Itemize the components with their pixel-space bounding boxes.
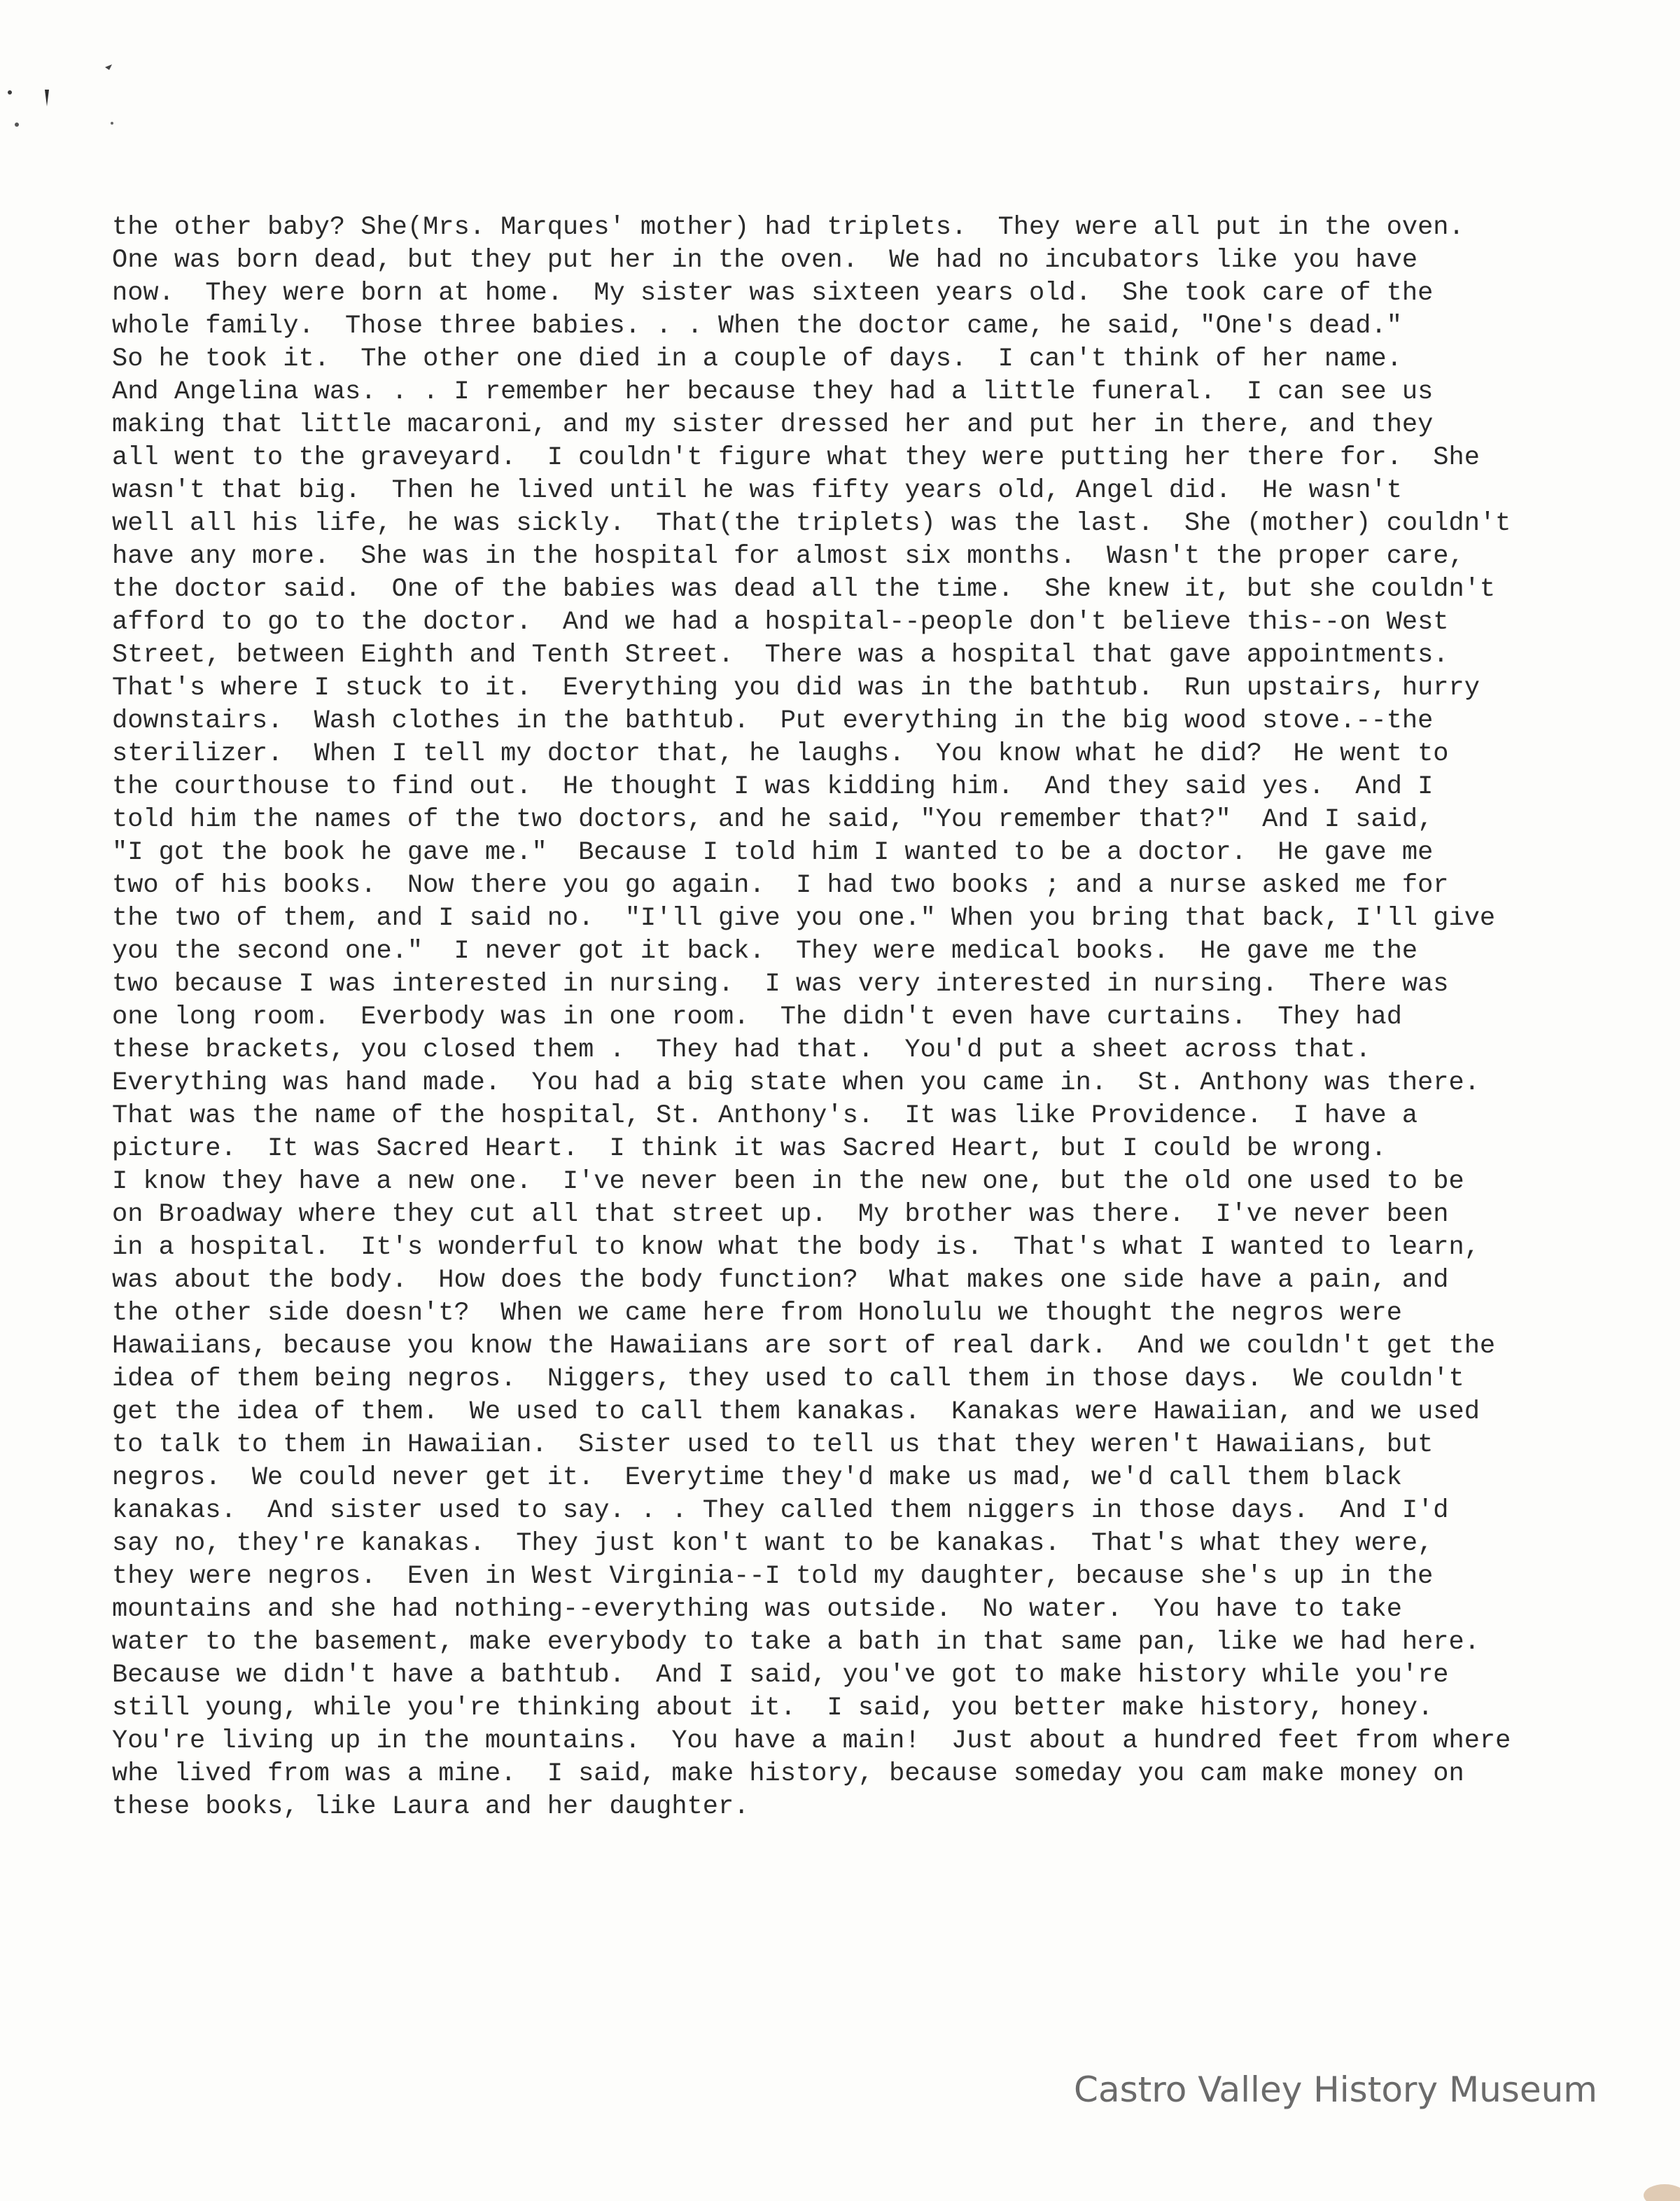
text-line: all went to the graveyard. I couldn't figure what they were putting her there for. She [112,443,1480,473]
text-line: Street, between Eighth and Tenth Street. There was a hospital that gave appointments. [112,641,1449,670]
text-line: downstairs. Wash clothes in the bathtub. Put everything in the big wood stove.--the [112,706,1434,736]
speck [45,90,49,106]
text-line: to talk to them in Hawaiian. Sister used to tell us that they weren't Hawaiians, but [112,1430,1434,1460]
text-line: well all his life, he was sickly. That(the triplets) was the last. She (mother) couldn't [112,509,1511,538]
text-line: And Angelina was. . . I remember her because they had a little funeral. I can see us [112,377,1434,407]
text-line: whe lived from was a mine. I said, make history, because someday you cam make money on [112,1759,1464,1789]
text-line: Everything was hand made. You had a big state when you came in. St. Anthony was there. [112,1068,1480,1098]
text-line: whole family. Those three babies. . . When the doctor came, he said, "One's dead." [112,312,1402,341]
text-line: I know they have a new one. I've never been in the new one, but the old one used to be [112,1167,1464,1196]
speck [105,64,112,70]
text-line: two of his books. Now there you go again. I had two books ; and a nurse asked me for [112,871,1449,900]
text-line: in a hospital. It's wonderful to know what the body is. That's what I wanted to learn, [112,1233,1480,1262]
speck [15,123,19,127]
text-line: say no, they're kanakas. They just kon't want to be kanakas. That's what they were, [112,1529,1434,1558]
text-line: Hawaiians, because you know the Hawaiians are sort of real dark. And we couldn't get the [112,1332,1496,1361]
text-line: One was born dead, but they put her in the oven. We had no incubators like you have [112,246,1418,275]
speck [8,90,12,95]
text-line: two because I was interested in nursing. I was very interested in nursing. There was [112,970,1449,999]
text-line: the two of them, and I said no. "I'll give you one." When you bring that back, I'll give [112,904,1496,933]
text-line: negros. We could never get it. Everytime they'd make us mad, we'd call them black [112,1463,1402,1493]
text-line: the other baby? She(Mrs. Marques' mother) had triplets. They were all put in the oven. [112,213,1464,242]
typescript-body [112,211,1652,1824]
text-line: the doctor said. One of the babies was dead all the time. She knew it, but she couldn't [112,575,1496,604]
text-line: kanakas. And sister used to say. . . They called them niggers in those days. And I'd [112,1496,1449,1525]
text-line: making that little macaroni, and my sister dressed her and put her in there, and they [112,410,1434,440]
text-line: these brackets, you closed them . They had that. You'd put a sheet across that. [112,1035,1371,1065]
text-line: picture. It was Sacred Heart. I think it was Sacred Heart, but I could be wrong. [112,1134,1387,1164]
text-line: was about the body. How does the body function? What makes one side have a pain, and [112,1266,1449,1295]
text-line: Because we didn't have a bathtub. And I said, you've got to make history while you're [112,1661,1449,1690]
text-line: the courthouse to find out. He thought I was kidding him. And they said yes. And I [112,772,1434,802]
text-line: So he took it. The other one died in a couple of days. I can't think of her name. [112,344,1402,374]
museum-watermark: Castro Valley History Museum [1074,2069,1597,2110]
text-line: told him the names of the two doctors, and he said, "You remember that?" And I said, [112,805,1434,834]
text-line: have any more. She was in the hospital for almost six months. Wasn't the proper care, [112,542,1464,571]
text-line: idea of them being negros. Niggers, they used to call them in those days. We couldn't [112,1364,1464,1394]
text-line: on Broadway where they cut all that street up. My brother was there. I've never been [112,1200,1449,1229]
text-line: still young, while you're thinking about it. I said, you better make history, honey. [112,1693,1434,1723]
text-line: afford to go to the doctor. And we had a hospital--people don't believe this--on West [112,608,1449,637]
text-line: wasn't that big. Then he lived until he was fifty years old, Angel did. He wasn't [112,476,1402,505]
text-line: That's where I stuck to it. Everything you did was in the bathtub. Run upstairs, hurry [112,673,1480,703]
text-line: water to the basement, make everybody to take a bath in that same pan, like we had here. [112,1628,1480,1657]
text-line: these books, like Laura and her daughter. [112,1792,750,1822]
text-line: You're living up in the mountains. You have a main! Just about a hundred feet from where [112,1726,1511,1756]
text-line: "I got the book he gave me." Because I told him I wanted to be a doctor. He gave me [112,838,1434,867]
speck [111,122,113,125]
paper-specks [0,0,168,154]
text-line: mountains and she had nothing--everything was outside. No water. You have to take [112,1595,1402,1624]
paper-stain [1603,2152,1680,2201]
text-line: one long room. Everbody was in one room. The didn't even have curtains. They had [112,1002,1402,1032]
text-line: sterilizer. When I tell my doctor that, he laughs. You know what he did? He went to [112,739,1449,769]
text-line: you the second one." I never got it back. They were medical books. He gave me the [112,937,1418,966]
text-line: get the idea of them. We used to call them kanakas. Kanakas were Hawaiian, and we used [112,1397,1480,1427]
text-line: That was the name of the hospital, St. Anthony's. It was like Providence. I have a [112,1101,1418,1131]
text-line: they were negros. Even in West Virginia--I told my daughter, because she's up in the [112,1562,1434,1591]
text-line: now. They were born at home. My sister was sixteen years old. She took care of the [112,279,1434,308]
text-line: the other side doesn't? When we came here from Honolulu we thought the negros were [112,1299,1402,1328]
